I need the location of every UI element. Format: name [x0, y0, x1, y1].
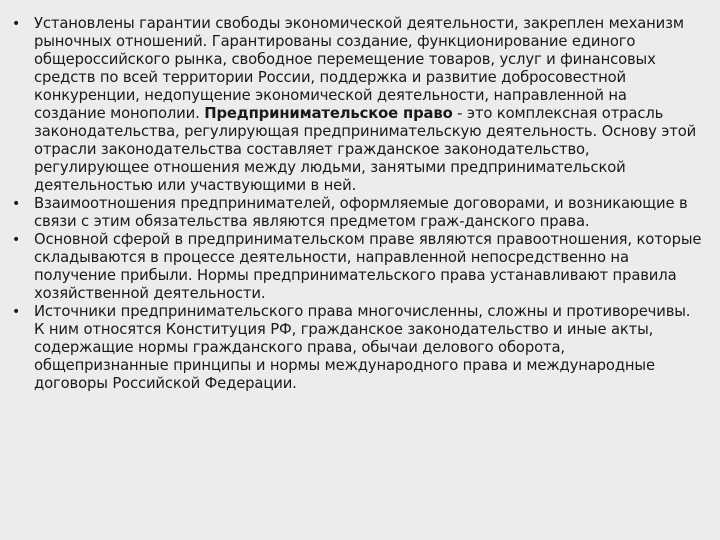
bullet-text: Основной сферой в предпринимательском праве являются правоотношения, которые складываются в процессе деятельности, направленной непосредственно на получение прибыли. Нормы предпринимательского права устанавливают правила хозяйственной деятельности.	[34, 231, 702, 302]
bullet-icon: •	[12, 16, 21, 32]
bullet-icon: •	[12, 196, 21, 212]
bullet-text-continued: - это комплексная отрасль законодательства, регулирующая предпринимательскую деятельность. Основу этой отрасли законодательства составляет гражданское законодательство, регулирующее отношения между людьми, занятыми предпринимательской деятельностью или участвующими в ней.	[34, 105, 697, 194]
bullet-icon: •	[12, 232, 21, 248]
bullet-item-relations	[12, 195, 702, 231]
bullet-item-guarantees	[12, 15, 702, 195]
bullet-text: Взаимоотношения предпринимателей, оформляемые договорами, и возникающие в связи с этим обязательства являются предметом граж-данского права.	[34, 195, 688, 230]
bullet-icon: •	[12, 304, 21, 320]
bullet-text: Источники предпринимательского права многочисленны, сложны и противоречивы. К ним относятся Конституция РФ, гражданское законодательство и иные акты, содержащие нормы гражданского права, обычаи делового оборота, общепризнанные принципы и нормы международного права и международные договоры Российской Федерации.	[34, 303, 691, 392]
bullet-item-main-sphere	[12, 231, 702, 303]
bullet-item-sources	[12, 303, 702, 393]
defined-term: Предпринимательское право	[204, 105, 453, 122]
bullet-text: Установлены гарантии свободы экономической деятельности, закреплен механизм рыночных отношений. Гарантированы создание, функционирование единого общероссийского рынка, свободное перемещение товаров, услуг и финансовых средств по всей территории России, поддержка и развитие добросовестной конкуренции, недопущение экономической деятельности, направленной на создание монополии.	[34, 15, 684, 122]
bullet-list	[12, 15, 702, 393]
